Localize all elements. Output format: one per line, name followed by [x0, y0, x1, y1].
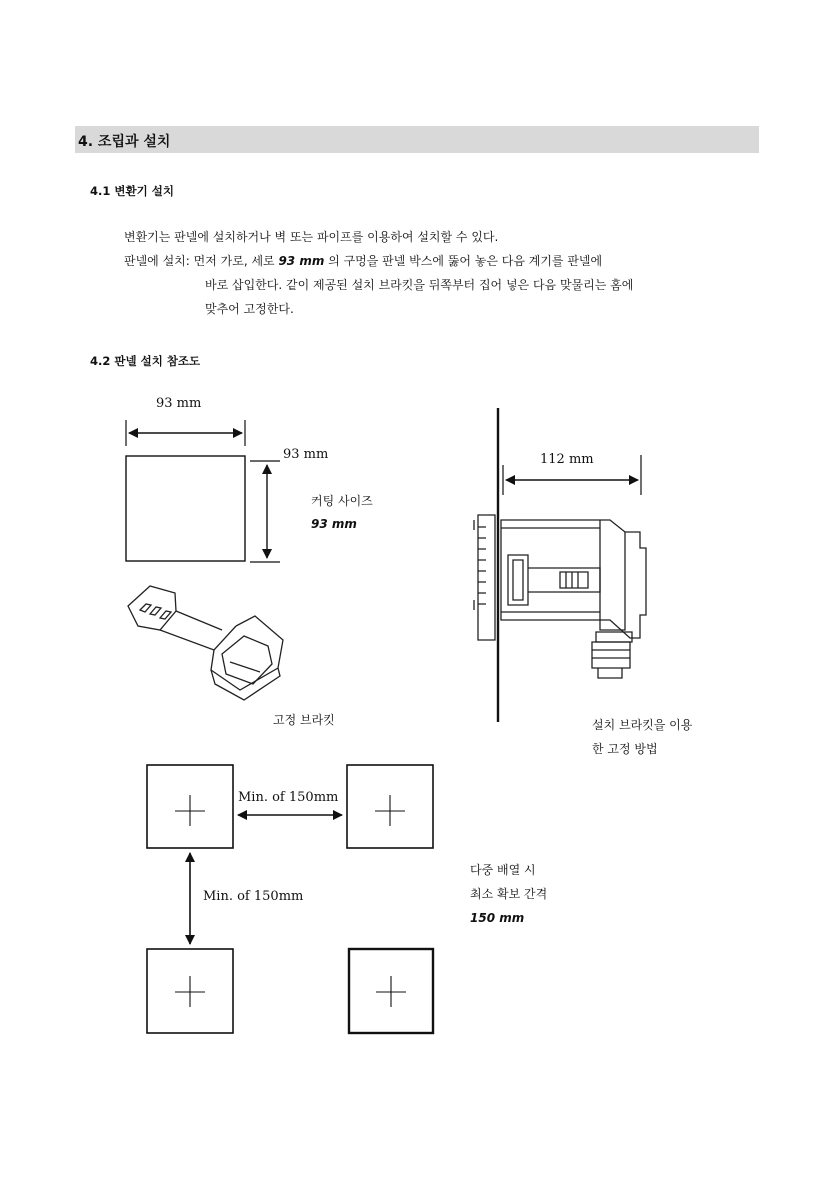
min-horizontal-label: Min. of 150mm [238, 790, 339, 805]
line2-suffix: 의 구멍을 판넬 박스에 뚫어 놓은 다음 계기를 판넬에 [324, 254, 603, 268]
mount-caption-line-1: 설치 브라킷을 이용 [592, 718, 693, 732]
cut-size-value: 93 mm [311, 517, 357, 531]
multi-caption-value: 150 mm [470, 911, 525, 925]
line2-bold-size: 93 mm [278, 254, 325, 268]
subsection-title-reference: 4.2 판넬 설치 참조도 [90, 354, 201, 368]
paragraph-line-1: 변환기는 판넬에 설치하거나 벽 또는 파이프를 이용하여 설치할 수 있다. [124, 230, 499, 244]
cutout-drawing [126, 420, 280, 562]
mount-caption-line-2: 한 고정 방법 [592, 742, 658, 756]
bracket-caption: 고정 브라킷 [273, 713, 335, 727]
cut-height-label: 93 mm [283, 447, 329, 462]
paragraph-line-4: 맞추어 고정한다. [205, 302, 294, 316]
cut-width-label: 93 mm [156, 396, 202, 411]
cut-size-label: 커팅 사이즈 [311, 494, 373, 508]
subsection-title-install: 4.1 변환기 설치 [90, 184, 174, 198]
min-vertical-label: Min. of 150mm [203, 889, 304, 904]
line2-prefix: 판넬에 설치: 먼저 가로, 세로 [124, 254, 279, 268]
depth-label: 112 mm [540, 452, 594, 467]
paragraph-line-3: 바로 삽입한다. 같이 제공된 설치 브라킷을 뒤쪽부터 집어 넣은 다음 맞물리는 홈에 [205, 278, 634, 292]
multi-caption-line-2: 최소 확보 간격 [470, 887, 548, 901]
fixing-bracket-illustration [128, 586, 283, 700]
multi-caption-line-1: 다중 배열 시 [470, 863, 536, 877]
section-title: 4. 조립과 설치 [78, 134, 171, 150]
